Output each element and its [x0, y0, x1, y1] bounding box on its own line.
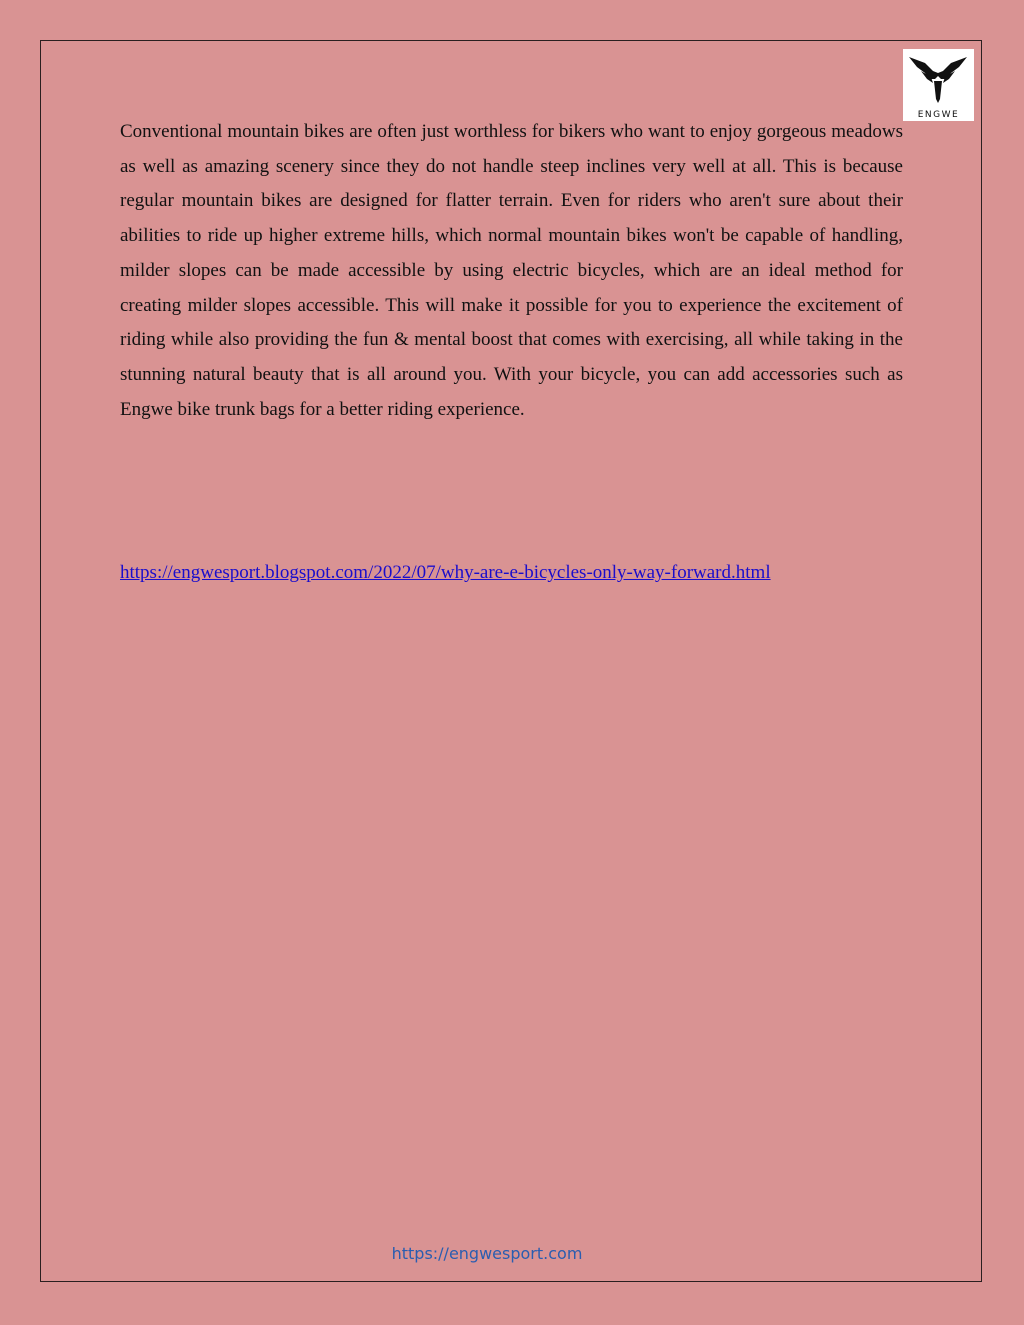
svg-text:ENGWE: ENGWE — [917, 110, 960, 120]
source-article-link[interactable]: https://engwesport.blogspot.com/2022/07/why-are-e-bicycles-only-way-forward.html — [120, 562, 771, 583]
footer-website-link[interactable]: https://engwesport.com — [391, 1244, 583, 1263]
engwe-logo-icon — [903, 49, 974, 121]
article-paragraph: Conventional mountain bikes are often just worthless for bikers who want to enjoy gorgeous meadows as well as amazing scenery since they do not handle steep inclines very well at all. This is because regular mountain bikes are designed for flatter terrain. Even for riders who aren't sure about their abilities to ride up higher extreme hills, which normal mountain bikes won't be capable of handling, milder slopes can be made accessible by using electric bicycles, which are an ideal method for creating milder slopes accessible. This will make it possible for you to experience the excitement of riding while also providing the fun & mental boost that comes with exercising, all while taking in the stunning natural beauty that is all around you. With your bicycle, you can add accessories such as Engwe bike trunk bags for a better riding experience. — [120, 121, 903, 420]
engwe-logo — [903, 49, 974, 121]
